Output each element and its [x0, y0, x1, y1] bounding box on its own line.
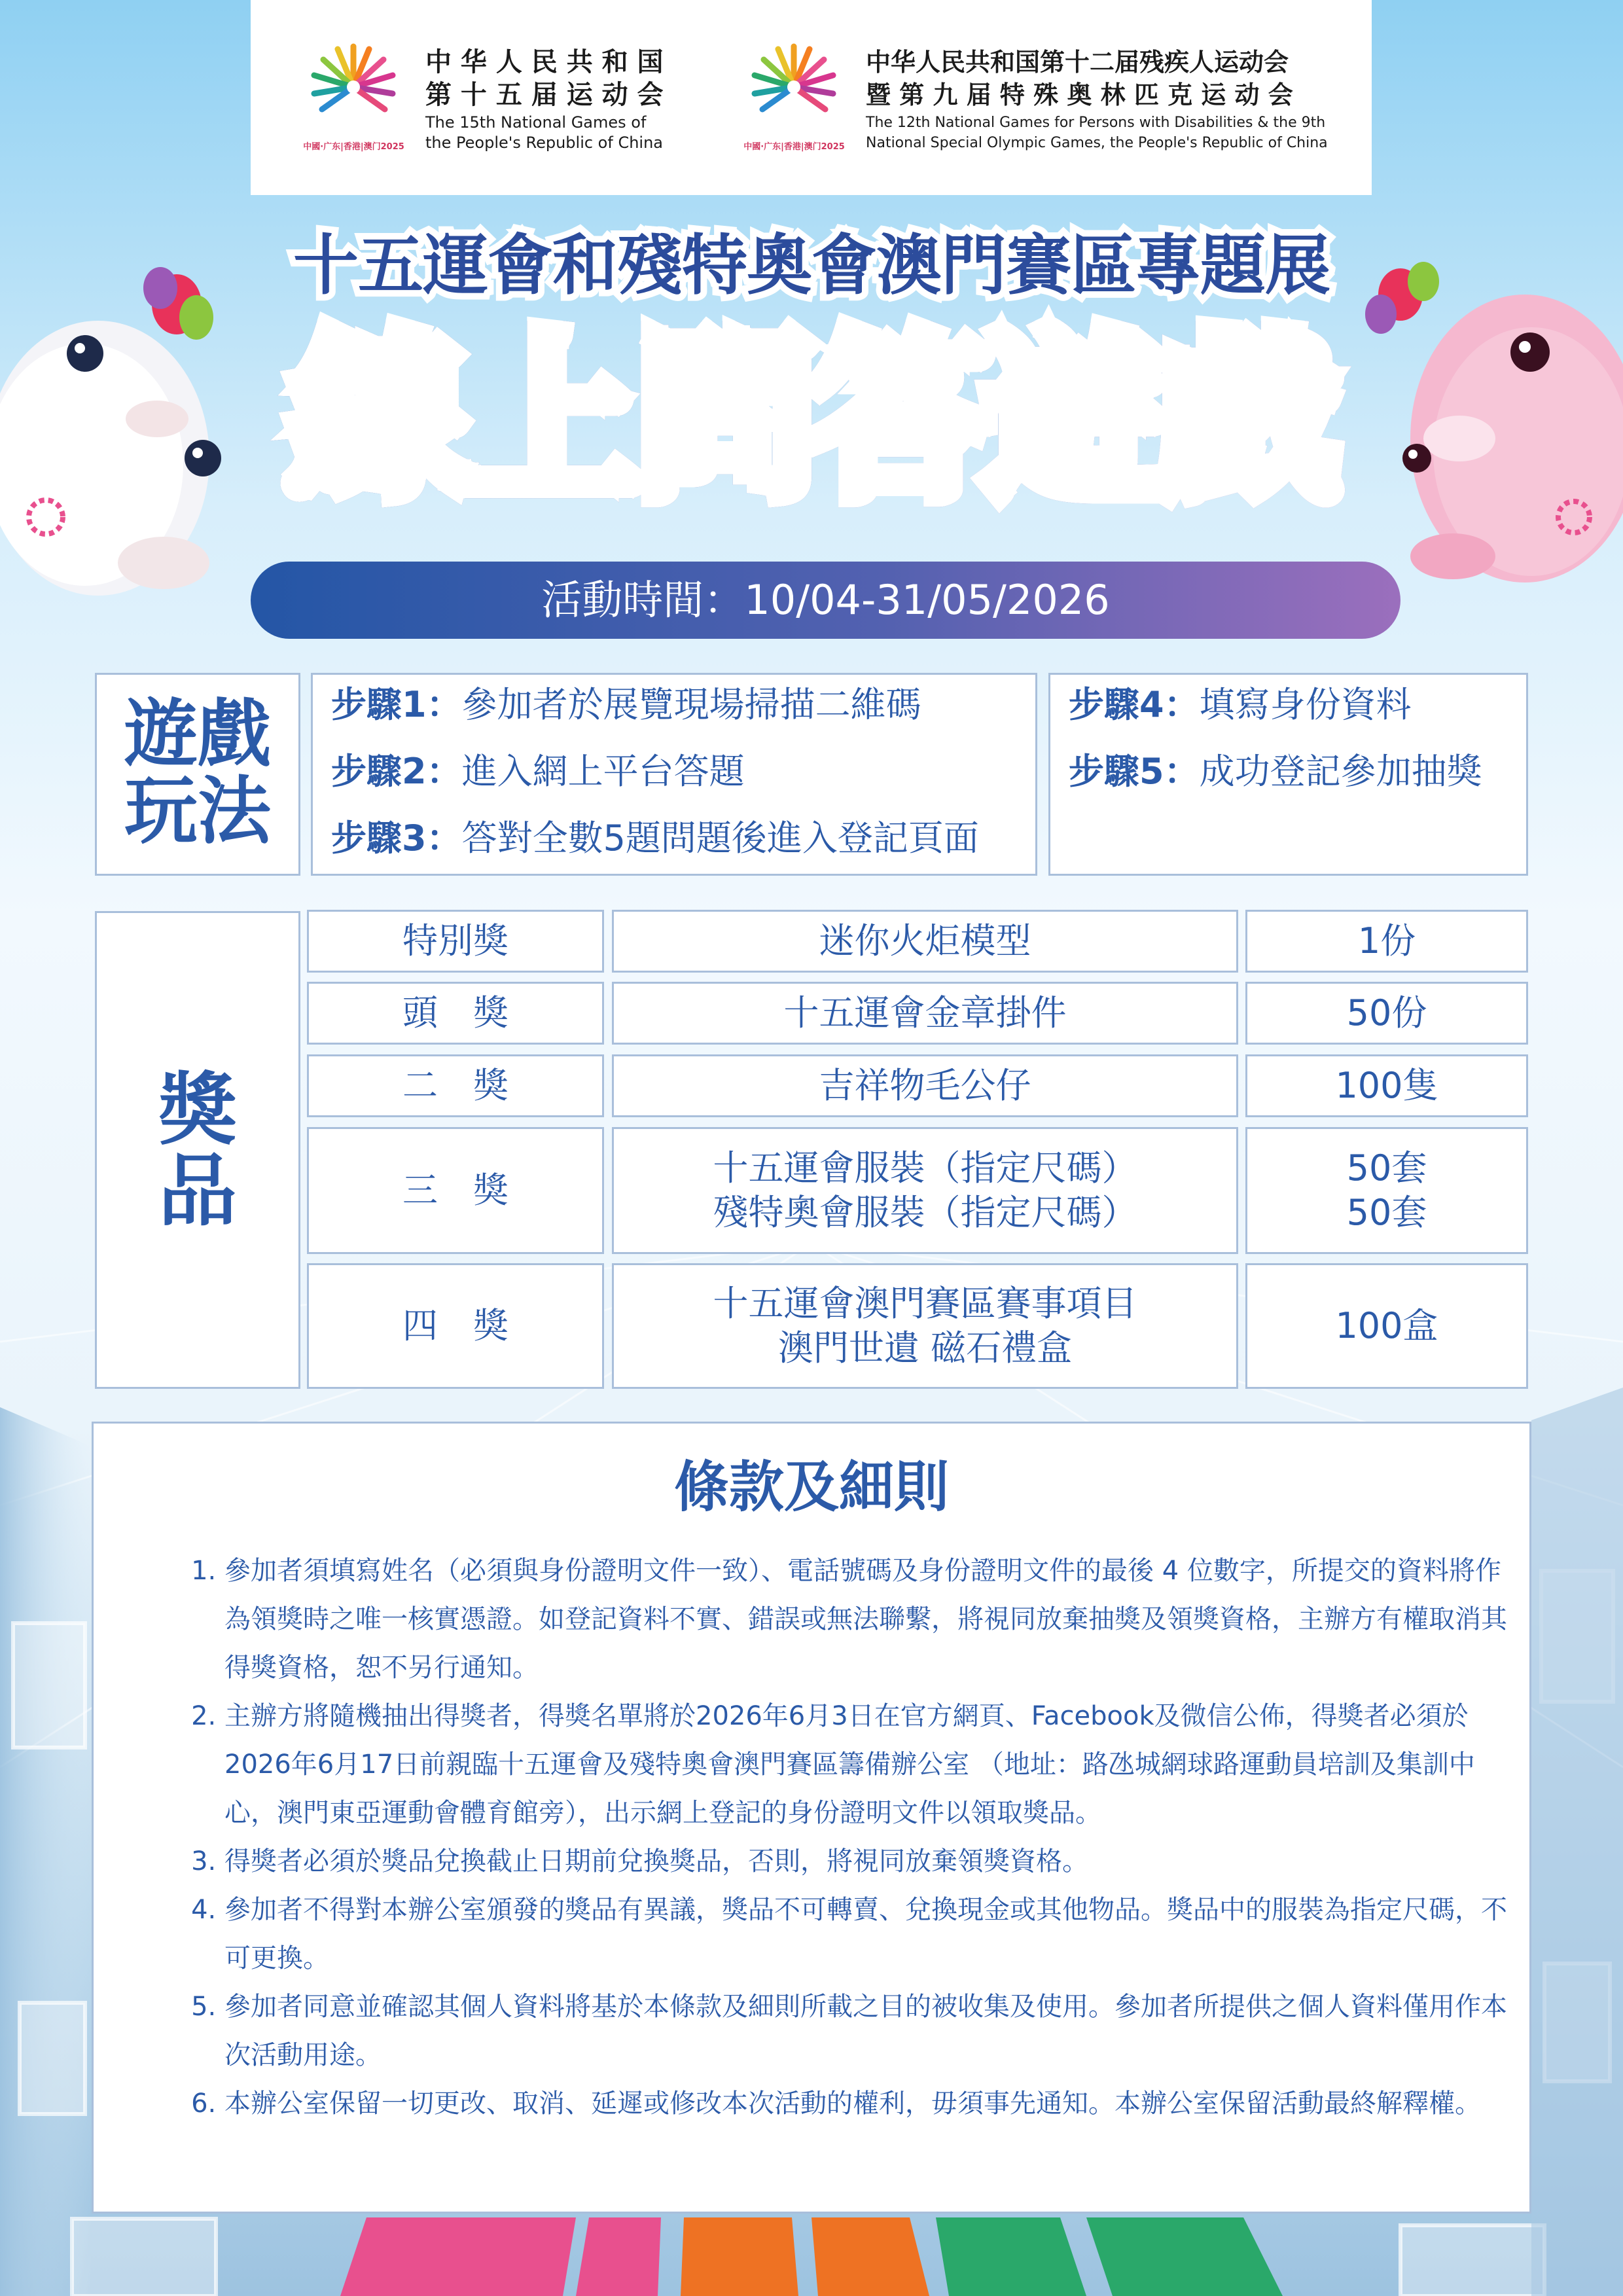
prize-qty-line: 50套: [1346, 1147, 1427, 1189]
prize-item-cell: [612, 1127, 1238, 1254]
step-3-text: 答對全數5題問題後進入登記頁面: [461, 817, 979, 859]
terms-item: 3. 得獎者必須於獎品兌換截止日期前兌換獎品，否則，將視同放棄領獎資格。: [224, 1837, 1517, 1886]
how-to-play-label: [97, 692, 298, 854]
terms-item: 2. 主辦方將隨機抽出得獎者，得獎名單將於2026年6月3日在官方網頁、Facebook及微信公佈，得獎者必須於2026年6月17日前親臨十五運會及殘特奧會澳門賽區籌備辦公室 （地址：路氹城網球路運動員培訓及集訓中心，澳門東亞運動會體育館旁），出示網上登記的身份證明文件以領取獎品。: [224, 1692, 1517, 1837]
prize-item-line: 吉祥物毛公仔: [819, 1065, 1031, 1106]
emblem-caption: 中國·广东|香港|澳门2025: [303, 142, 404, 152]
step-5: [1069, 749, 1482, 794]
logo-bar: [251, 0, 1372, 195]
prize-qty-cell: [1245, 982, 1528, 1045]
steps-right-box: [1048, 673, 1528, 876]
terms-section: [92, 1422, 1531, 2214]
mascot-pink-dolphin-icon: [1355, 242, 1623, 622]
logo-left-en-line2: the People's Republic of China: [425, 134, 663, 152]
steps-left-box: [311, 673, 1037, 876]
prize-item-cell: [612, 1263, 1238, 1389]
prize-qty-line: 1份: [1357, 920, 1416, 961]
logo-right-zh-line2: 暨 第 九 届 特 殊 奥 林 匹 克 运 动 会: [866, 81, 1293, 109]
logo-left-zh-line2: 第 十 五 届 运 动 会: [425, 80, 664, 110]
prize-item-cell: [612, 982, 1238, 1045]
logo-right-zh-line1: 中华人民共和国第十二届残疾人运动会: [866, 48, 1289, 77]
prize-item-lines: [713, 1146, 1137, 1235]
prize-qty-line: 100隻: [1335, 1065, 1438, 1106]
prize-tier-cell: 二 獎: [307, 1054, 604, 1117]
step-4-text: 填寫身份資料: [1199, 684, 1412, 725]
prize-item-line: 迷你火炬模型: [819, 920, 1031, 961]
logo-left-zh-line1: 中 华 人 民 共 和 国: [425, 47, 664, 77]
logo-right-en-line1: The 12th National Games for Persons with Disabilities & the 9th: [866, 115, 1326, 131]
step-3: [331, 816, 979, 861]
terms-item: 6. 本辦公室保留一切更改、取消、延遲或修改本次活動的權利，毋須事先通知。本辦公室保留活動最終解釋權。: [224, 2079, 1517, 2128]
terms-title: 條款及細則: [673, 1455, 949, 1519]
step-2-text: 進入網上平台答題: [461, 751, 745, 792]
step-4-number: 步驟4：: [1069, 684, 1200, 725]
prize-item-cell: [612, 910, 1238, 973]
logo-right-en-line2: National Special Olympic Games, the People's Republic of China: [866, 135, 1328, 151]
mascot-white-dolphin-icon: [0, 242, 262, 622]
prize-item-cell: [612, 1054, 1238, 1117]
prize-item-line: 十五運會服裝（指定尺碼）: [713, 1147, 1137, 1189]
terms-item: 1. 參加者須填寫姓名（必須與身份證明文件一致）、電話號碼及身份證明文件的最後 4 位數字，所提交的資料將作為領獎時之唯一核實憑證。如登記資料不實、錯誤或無法聯繫，將視同放棄抽獎及領獎資格，主辦方有權取消其得獎資格，恕不另行通知。: [224, 1547, 1517, 1692]
prize-tier-cell: 三 獎: [307, 1127, 604, 1254]
prize-tier-cell: 頭 獎: [307, 982, 604, 1045]
prize-tier-cell: 四 獎: [307, 1263, 604, 1389]
prize-qty-cell: [1245, 910, 1528, 973]
prize-qty-cell: [1245, 1127, 1528, 1254]
prize-tier-cell: 特別獎: [307, 910, 604, 973]
prize-qty-line: 50套: [1346, 1192, 1427, 1233]
prizes-label-box: [95, 911, 300, 1389]
terms-item: 5. 參加者同意並確認其個人資料將基於本條款及細則所載之目的被收集及使用。參加者所提供之個人資料僅用作本次活動用途。: [224, 1982, 1517, 2079]
prize-qty-cell: [1245, 1263, 1528, 1389]
how-to-play-label-box: [95, 673, 300, 876]
prize-item-line: 殘特奧會服裝（指定尺碼）: [713, 1192, 1137, 1233]
step-1: [331, 683, 921, 727]
games-emblem-icon: [293, 36, 414, 160]
step-4: [1069, 683, 1412, 727]
step-2: [331, 749, 745, 794]
prize-qty-line: 100盒: [1335, 1305, 1438, 1346]
step-1-text: 參加者於展覽現場掃描二維碼: [461, 684, 921, 725]
prize-qty-line: 50份: [1346, 992, 1427, 1033]
prize-item-line: 十五運會澳門賽區賽事項目: [713, 1283, 1137, 1324]
step-5-number: 步驟5：: [1069, 751, 1200, 792]
prize-qty-cell: [1245, 1054, 1528, 1117]
terms-list: [179, 1547, 1517, 2128]
step-2-number: 步驟2：: [331, 751, 462, 792]
step-3-number: 步驟3：: [331, 817, 462, 859]
prize-item-line: 澳門世遺 磁石禮盒: [777, 1327, 1073, 1369]
terms-item: 4. 參加者不得對本辦公室頒發的獎品有異議，獎品不可轉賣、兌換現金或其他物品。獎品中的服裝為指定尺碼，不可更換。: [224, 1886, 1517, 1982]
page-title: 線上問答遊戲: [249, 321, 1374, 517]
step-5-text: 成功登記參加抽獎: [1199, 751, 1482, 792]
event-time-badge: 活動時間：10/04-31/05/2026: [251, 562, 1400, 639]
how-to-play-label-text: 遊戲玩法: [124, 692, 271, 854]
step-1-number: 步驟1：: [331, 684, 462, 725]
page-subtitle: 十五運會和殘特奧會澳門賽區專題展: [293, 226, 1330, 304]
prize-item-lines: [713, 1282, 1137, 1371]
prizes-label-text: 獎品: [158, 1065, 237, 1237]
logo-left-en-line1: The 15th National Games of: [425, 113, 647, 132]
emblem-caption: 中國·广东|香港|澳门2025: [743, 142, 845, 152]
prizes-label: [97, 1065, 298, 1237]
prize-item-line: 十五運會金章掛件: [783, 992, 1067, 1033]
games-emblem-icon: [734, 36, 855, 160]
prize-qty-lines: [1347, 1146, 1427, 1235]
